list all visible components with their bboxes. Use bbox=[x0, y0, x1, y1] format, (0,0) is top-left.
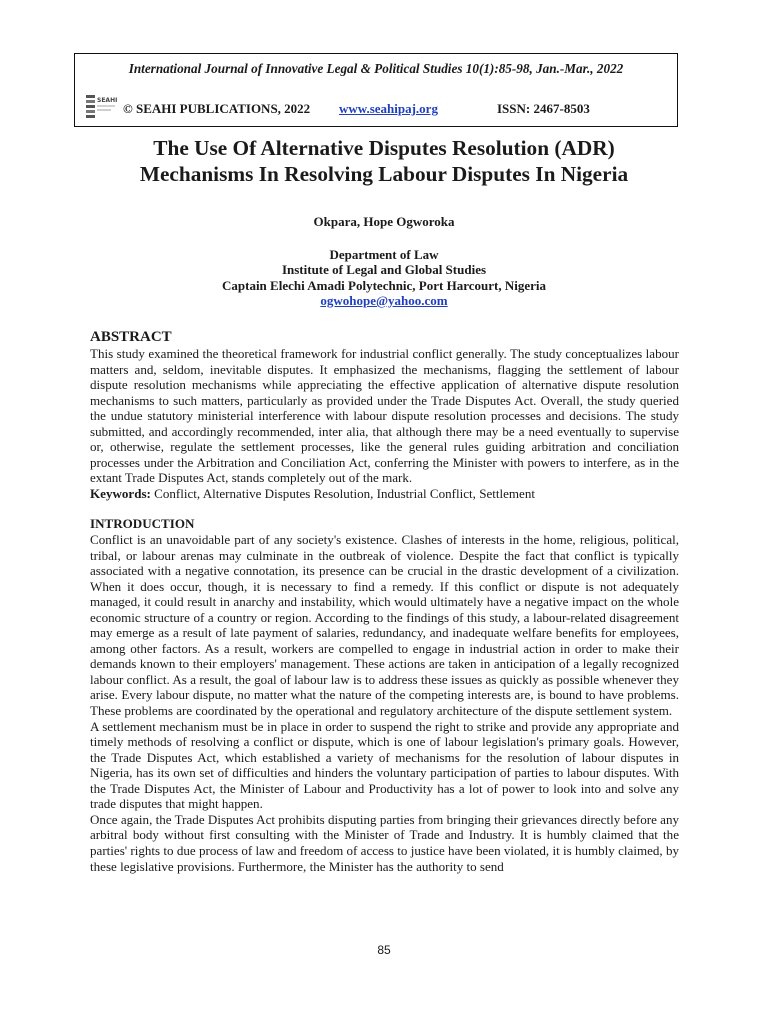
keywords-list: Conflict, Alternative Disputes Resolution, Industrial Conflict, Settlement bbox=[154, 485, 536, 501]
publisher-website-link[interactable]: www.seahipaj.org bbox=[339, 101, 438, 116]
institute: Institute of Legal and Global Studies bbox=[281, 262, 487, 278]
title-line-2: Mechanisms In Resolving Labour Disputes In Nigeria bbox=[139, 162, 629, 186]
paper-body bbox=[90, 328, 679, 874]
publisher-name: © SEAHI PUBLICATIONS, 2022 bbox=[123, 101, 311, 116]
introduction-heading: INTRODUCTION bbox=[90, 516, 195, 532]
introduction-paragraph: Once again, the Trade Disputes Act prohibits disputing parties from bringing their grievances directly before any arbitral body without first consulting with the Minister of Trade and Industry. It is humbly claimed that the parties' rights to due process of law and freedom of access to justice have been violated, it is humbly claimed, by these legislative provisions. Furthermore, the Minister has the authority to send bbox=[90, 811, 679, 874]
introduction-paragraph: A settlement mechanism must be in place in order to suspend the right to strike and provide any appropriate and timely methods of resolving a conflict or dispute, which is one of labour legislation's primary goals. However, the Trade Disputes Act, which established a variety of mechanisms for the resolution of labour disputes in Nigeria, has its own set of difficulties and hinders the voluntary participation of parties to labour disputes. With the Trade Disputes Act, the Minister of Labour and Productivity has a lot of power to look into and solve any trade disputes that might happen. bbox=[90, 718, 679, 812]
abstract-text: This study examined the theoretical framework for industrial conflict generally. The study conceptualizes labour matters and, seldom, inevitable disputes. It emphasized the mechanisms, flagging the settlement of labour dispute resolution mechanisms while appreciating the effective application of alternative dispute resolution mechanisms to such matters, particularly as provided under the Trade Disputes Act. Overall, the study queried the undue statutory ministerial interference with labour dispute resolution processes and decisions. The study submitted, and accordingly recommended, inter alia, that although there may be a need eventually to supervise or, otherwise, regulate the settlement processes, like the general rules guiding arbitration and conciliation processes under the Arbitration and Conciliation Act, conferring the Minister with powers to interfere, as in the extant Trade Disputes Act, stands completely out of the mark. bbox=[90, 346, 679, 486]
keywords bbox=[90, 486, 679, 502]
keywords-label: Keywords: bbox=[90, 485, 151, 501]
department: Department of Law bbox=[329, 247, 439, 262]
institution: Captain Elechi Amadi Polytechnic, Port Harcourt, Nigeria bbox=[222, 277, 546, 293]
title-line-1: The Use Of Alternative Disputes Resolution (ADR) bbox=[153, 136, 615, 160]
introduction-paragraph: Conflict is an unavoidable part of any society's existence. Clashes of interests in the home, religious, political, tribal, or labour arenas may culminate in the outbreak of violence. Despite the fact that conflict is typically associated with a negative connotation, its presence can be crucial in the drastic development of a civilization. When it does occur, though, it is necessary to find a remedy. If this conflict or dispute is not adequately managed, it could result in anarchy and instability, which would ultimately have a negative impact on the whole economic structure of a country or region. According to the findings of this study, a labour-related disagreement may emerge as a result of late payment of salaries, redundancy, and inadequate welfare benefits for employees, among other factors. As a result, workers are compelled to engage in industrial action in order to make their demands known to their employers' management. These actions are taken in anticipation of a legally recognized labour conflict. As a result, the goal of labour law is to address these issues as quickly as possible whenever they arise. Every labour dispute, no matter what the nature of the competing interests are, is bound to have problems. These problems are coordinated by the operational and regulatory architecture of the dispute settlement system. bbox=[90, 532, 679, 719]
seahi-logo-icon bbox=[85, 92, 117, 120]
page-number: 85 bbox=[377, 943, 391, 957]
issn: ISSN: 2467-8503 bbox=[497, 101, 590, 116]
journal-citation: International Journal of Innovative Legal & Political Studies 10(1):85-98, Jan.-Mar., 2022 bbox=[128, 61, 624, 76]
logo-wordmark: SEAHI bbox=[97, 97, 117, 104]
abstract-heading: ABSTRACT bbox=[90, 329, 172, 345]
author-name: Okpara, Hope Ogworoka bbox=[313, 214, 455, 229]
journal-header-box bbox=[74, 53, 678, 127]
author-email-link[interactable]: ogwohope@yahoo.com bbox=[320, 292, 448, 308]
author-affiliation bbox=[0, 247, 768, 308]
publisher-row bbox=[85, 92, 667, 120]
paper-title bbox=[60, 135, 708, 187]
